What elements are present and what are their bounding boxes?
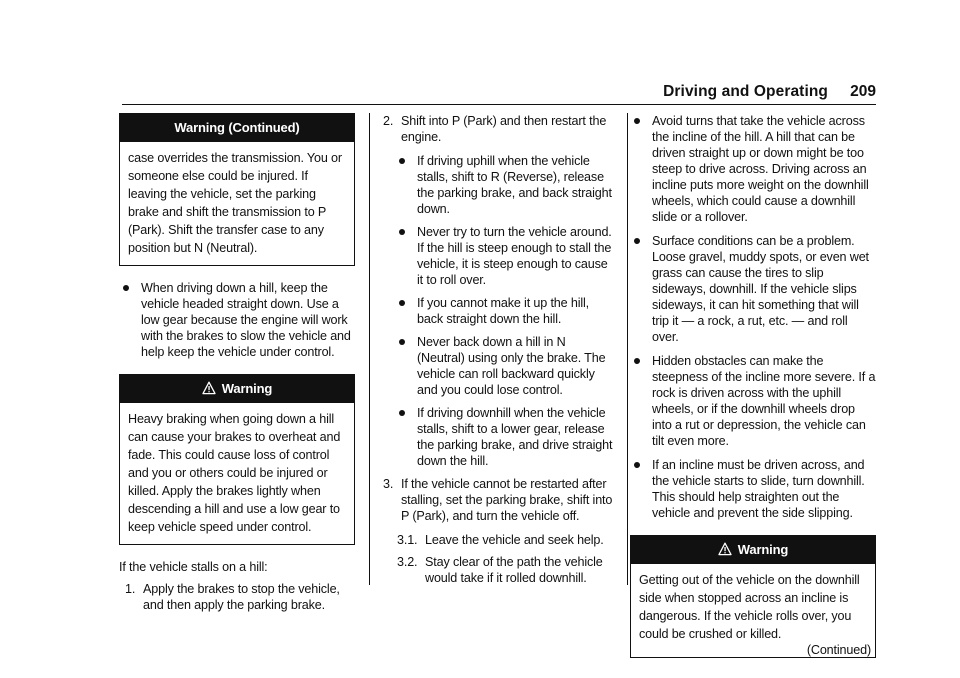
step-text: Shift into P (Park) and then restart the engine. — [401, 114, 607, 144]
warning-text: Getting out of the vehicle on the downhill side when stopped across an incline is dangerous. If the vehicle rolls over, you could be crushed or killed. — [639, 573, 860, 641]
column-divider — [369, 113, 370, 585]
warning-title: Warning — [221, 381, 273, 396]
list-item — [119, 280, 355, 360]
substep-text: Stay clear of the path the vehicle would take if it rolled downhill. — [425, 555, 603, 585]
list-item — [395, 334, 615, 398]
list-item — [395, 295, 615, 327]
numbered-substep — [383, 554, 615, 586]
substep-label: 3.2. — [397, 555, 418, 569]
column-1 — [119, 113, 355, 621]
bullet-icon — [123, 285, 129, 291]
page-number: 209 — [850, 83, 876, 100]
step-text: Apply the brakes to stop the vehicle, and then apply the parking brake. — [143, 582, 340, 612]
warning-title: Warning (Continued) — [120, 114, 354, 142]
bullet-icon — [634, 238, 640, 244]
list-item — [630, 353, 876, 449]
sub-bullet-list — [395, 153, 615, 469]
list-item-text: If driving uphill when the vehicle stalls, shift to R (Reverse), release the parking brake, and back straight down. — [417, 154, 612, 216]
list-item-text: Hidden obstacles can make the steepness of the incline more severe. If a rock is driven across with the uphill wheels, or if the downhill wheels drop into a rut or depression, the vehicle can tilt even more. — [652, 354, 876, 448]
substep-label: 3.1. — [397, 533, 418, 547]
list-item — [395, 153, 615, 217]
list-item-text: Never try to turn the vehicle around. If the hill is steep enough to stall the vehicle, it is steep enough to cause it to roll over. — [417, 225, 612, 287]
list-item-text: If an incline must be driven across, and the vehicle starts to slide, turn downhill. This should help straighten out the vehicle and prevent the side slipping. — [652, 458, 865, 520]
list-item-text: Avoid turns that take the vehicle across the incline of the hill. A hill that can be driven straight up or down might be too steep to drive across. Driving across an incline puts more weight on the downhill wheels, which could cause a downhill slide or a rollover. — [652, 114, 869, 224]
warning-text: Heavy braking when going down a hill can cause your brakes to overheat and fade. This could cause loss of control and you or others could be injured or killed. Apply the brakes lightly when descending a hill and use a low gear to keep vehicle speed under control. — [128, 412, 341, 534]
bullet-icon — [399, 300, 405, 306]
continued-label: (Continued) — [806, 643, 871, 657]
warning-header — [120, 375, 354, 403]
list-item — [630, 113, 876, 225]
numbered-step — [125, 581, 355, 613]
page-header — [122, 82, 876, 105]
warning-box — [119, 374, 355, 545]
section-title: Driving and Operating — [663, 83, 828, 100]
list-item — [630, 233, 876, 345]
warning-box-continued — [119, 113, 355, 266]
warning-title: Warning — [737, 542, 789, 557]
step-label: 1. — [125, 582, 136, 596]
list-item-text: When driving down a hill, keep the vehicle headed straight down. Use a low gear because the engine will work with the brakes to slow the vehicle and help keep the vehicle under control. — [141, 281, 351, 359]
substep-text: Leave the vehicle and seek help. — [425, 533, 604, 547]
list-item-text: Surface conditions can be a problem. Loose gravel, muddy spots, or even wet grass can cause the tires to slip sideways, downhill. If the vehicle slips sideways, it can hit something that will trip it — a rock, a rut, etc. — and roll over. — [652, 234, 869, 344]
list-item — [395, 224, 615, 288]
numbered-substep — [383, 532, 615, 548]
warning-icon — [718, 542, 732, 556]
bullet-icon — [399, 339, 405, 345]
warning-text: case overrides the transmission. You or someone else could be injured. If leaving the vehicle, set the parking brake and shift the transmission to P (Park). Shift the transfer case to any position but N (Neutral). — [128, 151, 342, 255]
numbered-step — [383, 113, 615, 145]
warning-header — [631, 536, 875, 564]
numbered-step — [383, 476, 615, 524]
bullet-icon — [634, 118, 640, 124]
warning-icon — [202, 381, 216, 395]
bullet-icon — [399, 410, 405, 416]
paragraph: If the vehicle stalls on a hill: — [119, 560, 268, 574]
bullet-icon — [634, 462, 640, 468]
column-3 — [630, 113, 876, 658]
column-divider — [627, 113, 628, 585]
list-item — [630, 457, 876, 521]
warning-box — [630, 535, 876, 658]
list-item-text: Never back down a hill in N (Neutral) using only the brake. The vehicle can roll backward quickly and you could lose control. — [417, 335, 606, 397]
list-item-text: If driving downhill when the vehicle stalls, shift to a lower gear, release the parking brake, and drive straight down the hill. — [417, 406, 613, 468]
step-label: 3. — [383, 477, 394, 491]
bullet-icon — [399, 229, 405, 235]
bullet-icon — [399, 158, 405, 164]
column-2 — [383, 113, 615, 592]
step-label: 2. — [383, 114, 394, 128]
list-item-text: If you cannot make it up the hill, back straight down the hill. — [417, 296, 590, 326]
bullet-icon — [634, 358, 640, 364]
step-text: If the vehicle cannot be restarted after stalling, set the parking brake, shift into P (Park), and turn the vehicle off. — [401, 477, 613, 523]
list-item — [395, 405, 615, 469]
